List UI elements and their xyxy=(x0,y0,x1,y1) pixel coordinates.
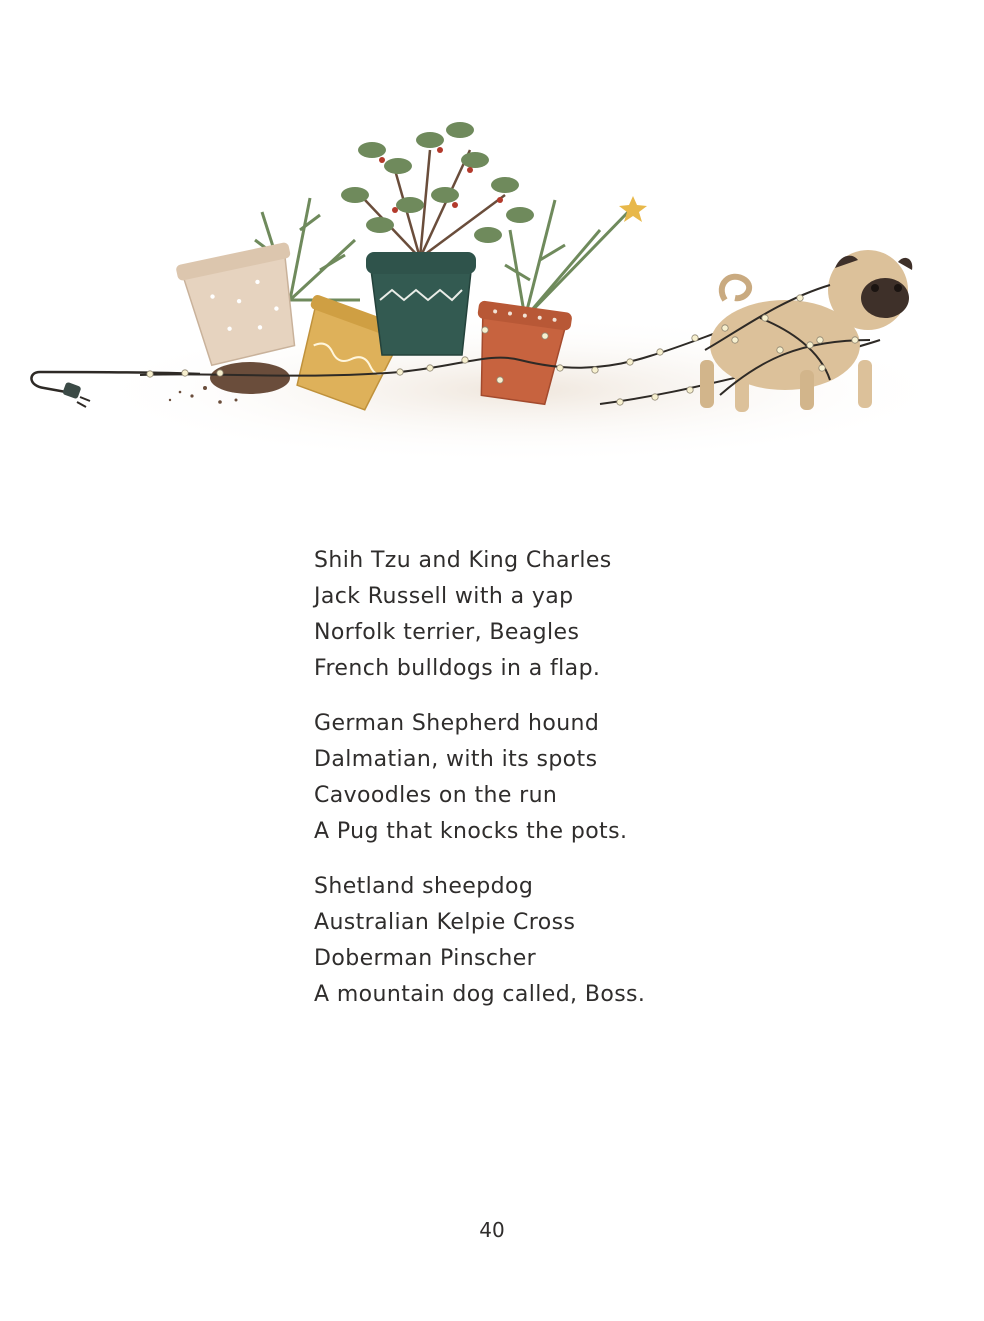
pot-teal xyxy=(366,252,476,355)
poem-line: Dalmatian, with its spots xyxy=(314,747,598,772)
poem-line: French bulldogs in a flap. xyxy=(314,656,601,681)
poem-line: Jack Russell with a yap xyxy=(314,584,574,609)
poem-line: German Shepherd hound xyxy=(314,711,600,736)
page-number: 40 xyxy=(479,1218,505,1242)
poem-stanza xyxy=(314,706,645,850)
poem xyxy=(314,543,645,1032)
holly-leaves xyxy=(341,122,534,243)
poem-line: Norfolk terrier, Beagles xyxy=(314,620,580,645)
poem-line: Doberman Pinscher xyxy=(314,946,537,971)
poem-line: Shih Tzu and King Charles xyxy=(314,548,612,573)
poem-line: Australian Kelpie Cross xyxy=(314,910,576,935)
poem-line: Cavoodles on the run xyxy=(314,783,558,808)
poem-line: Shetland sheepdog xyxy=(314,874,534,899)
poem-stanza xyxy=(314,869,645,1013)
poem-line: A Pug that knocks the pots. xyxy=(314,819,628,844)
poem-line: A mountain dog called, Boss. xyxy=(314,982,646,1007)
poem-stanza xyxy=(314,543,645,687)
illustration-pug-and-plants xyxy=(0,0,984,500)
